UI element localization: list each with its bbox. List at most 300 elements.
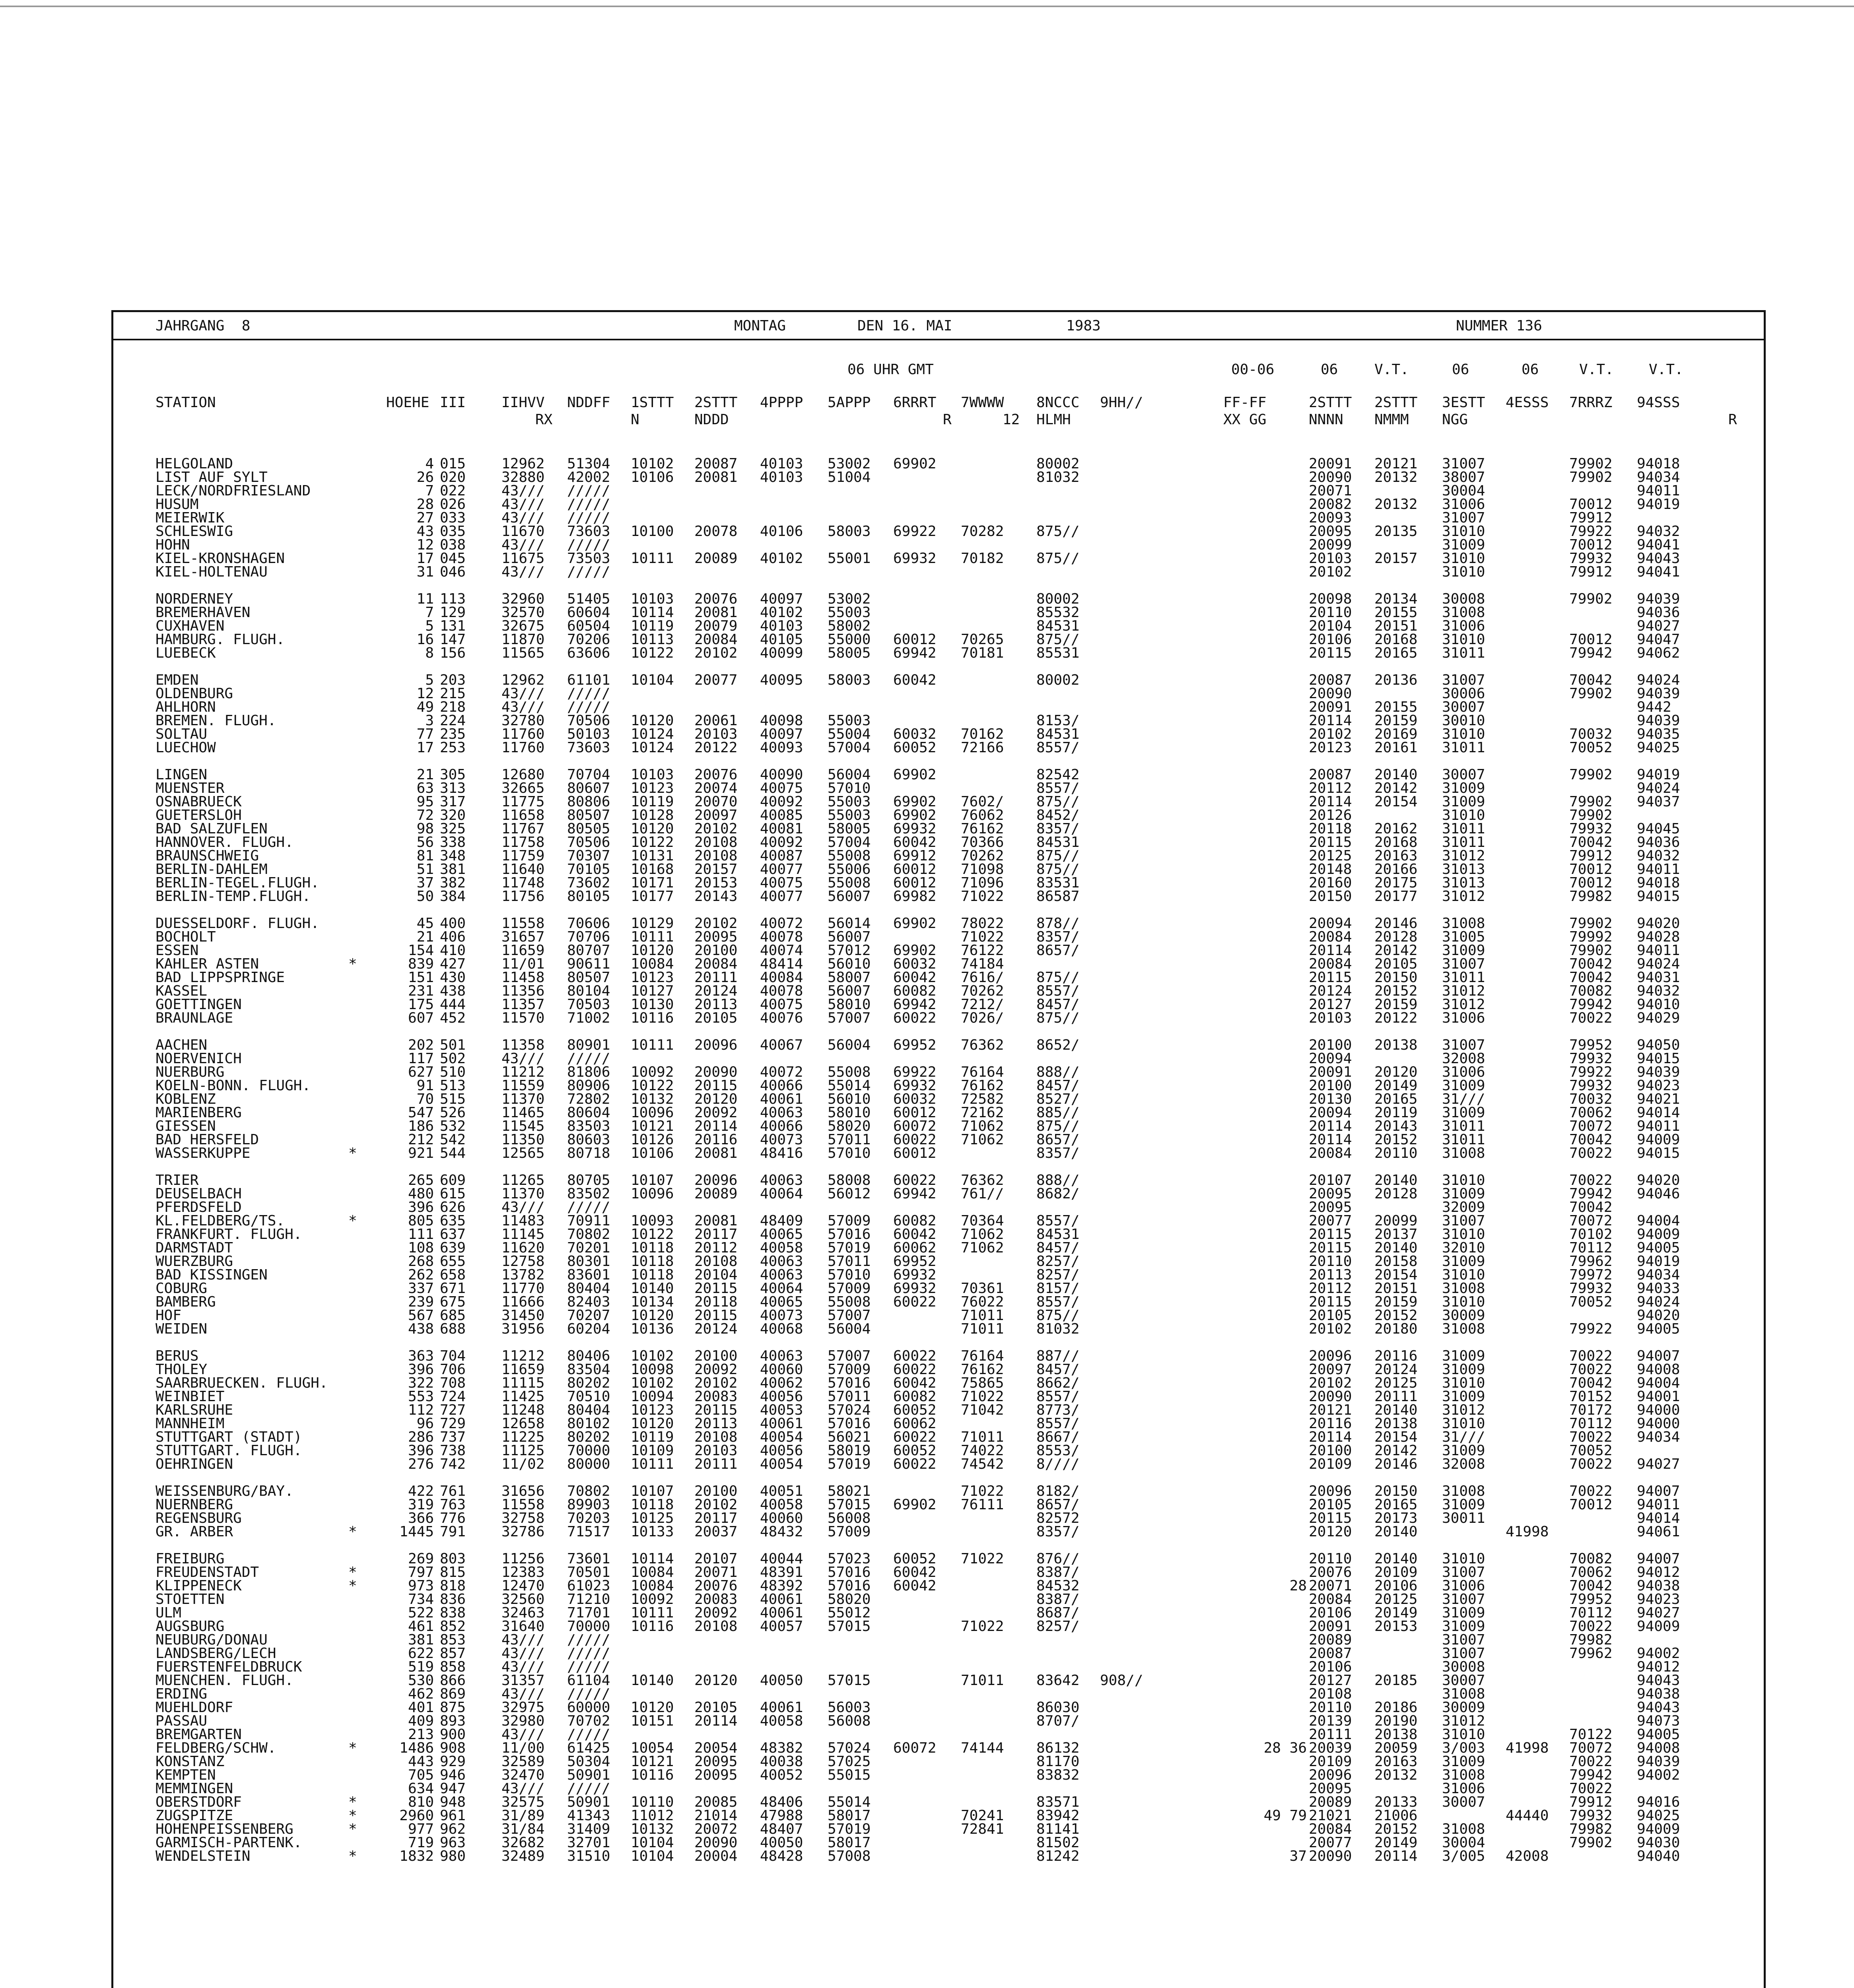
94sss-value: 94024 (1637, 672, 1680, 688)
7rrrz-value: 79932 (1569, 1077, 1613, 1094)
2sttt-value: 20054 (694, 1740, 738, 1756)
iihvv-value: 11767 (501, 821, 545, 837)
hoehe-value: 921 (408, 1145, 434, 1161)
3estt-value: 31006 (1442, 618, 1485, 634)
4pppp-value: 40063 (760, 1172, 803, 1188)
94sss-value: 94007 (1637, 1483, 1680, 1499)
2sttt-06-value: 20095 (1309, 1780, 1352, 1797)
nddff-value: 73603 (567, 523, 610, 540)
5appp-value: 57015 (828, 1497, 871, 1513)
station-name: OBERSTDORF (155, 1794, 242, 1810)
8nccc-value: 8557/ (1036, 780, 1080, 796)
7wwww-value: 76164 (961, 1064, 1004, 1080)
iihvv-value: 11248 (501, 1402, 545, 1418)
table-row (122, 1295, 1752, 1309)
5appp-value: 56004 (828, 767, 871, 783)
8nccc-value: 875// (1036, 550, 1080, 567)
table-row (122, 1741, 1752, 1755)
col-ff-ff: FF-FF (1223, 394, 1267, 411)
col-7rrrz: 7RRRZ (1569, 394, 1613, 411)
nddff-value: 70704 (567, 767, 610, 783)
2sttt-06-value: 20127 (1309, 996, 1352, 1013)
hoehe-value: 530 (408, 1672, 434, 1689)
4pppp-value: 48382 (760, 1740, 803, 1756)
8nccc-value: 875// (1036, 969, 1080, 986)
3estt-value: 31013 (1442, 861, 1485, 878)
station-name: KONSTANZ (155, 1753, 225, 1770)
4pppp-value: 40063 (760, 1348, 803, 1364)
hoehe-value: 7 (425, 483, 434, 499)
7wwww-value: 71098 (961, 861, 1004, 878)
table-row (122, 1120, 1752, 1133)
iihvv-value: 43/// (501, 537, 545, 553)
nddff-value: ///// (567, 1645, 610, 1662)
4pppp-value: 40058 (760, 1713, 803, 1729)
iihvv-value: 32665 (501, 780, 545, 796)
hoehe-value: 268 (408, 1253, 434, 1270)
94sss-value: 94033 (1637, 1280, 1680, 1297)
94sss-value: 94023 (1637, 1591, 1680, 1607)
station-number: 742 (440, 1456, 466, 1472)
1sttt-value: 10122 (631, 1077, 674, 1094)
station-number: 791 (440, 1524, 466, 1540)
5appp-value: 56007 (828, 888, 871, 905)
5appp-value: 57011 (828, 1388, 871, 1405)
2sttt-06-value: 20115 (1309, 969, 1352, 986)
group-header-uhr: 06 UHR GMT (847, 361, 934, 378)
iihvv-value: 11357 (501, 996, 545, 1013)
sub-rx: RX (535, 412, 553, 428)
6rrrt-value: 60032 (893, 726, 937, 742)
94sss-value: 94046 (1637, 1186, 1680, 1202)
iihvv-value: 32880 (501, 469, 545, 485)
station-number: 502 (440, 1050, 466, 1067)
2sttt-vt-value: 20120 (1374, 1064, 1418, 1080)
6rrrt-value: 60052 (893, 740, 937, 756)
nddff-value: 80404 (567, 1280, 610, 1297)
nddff-value: 80301 (567, 1253, 610, 1270)
3estt-value: 31009 (1442, 1253, 1485, 1270)
2sttt-06-value: 20100 (1309, 1442, 1352, 1459)
iihvv-value: 11758 (501, 834, 545, 850)
7wwww-value: 70262 (961, 848, 1004, 864)
3estt-value: 31012 (1442, 848, 1485, 864)
iihvv-value: 31956 (501, 1321, 545, 1337)
station-number: 708 (440, 1375, 466, 1391)
2sttt-06-value: 20150 (1309, 888, 1352, 905)
station-number: 035 (440, 523, 466, 540)
2sttt-06-value: 20130 (1309, 1091, 1352, 1107)
nddff-value: 31510 (567, 1848, 610, 1864)
2sttt-06-value: 20108 (1309, 1686, 1352, 1702)
1sttt-value: 10119 (631, 794, 674, 810)
2sttt-vt-value: 20154 (1374, 794, 1418, 810)
7rrrz-value: 79932 (1569, 1280, 1613, 1297)
2sttt-06-value: 20084 (1309, 1821, 1352, 1837)
station-number: 838 (440, 1605, 466, 1621)
94sss-value: 94002 (1637, 1767, 1680, 1783)
7rrrz-value: 70052 (1569, 740, 1613, 756)
nddff-value: 70203 (567, 1510, 610, 1526)
94sss-value: 94000 (1637, 1402, 1680, 1418)
1sttt-value: 10092 (631, 1591, 674, 1607)
5appp-value: 55006 (828, 861, 871, 878)
7rrrz-value: 70042 (1569, 1132, 1613, 1148)
ff-ff-value: 49 79 (1263, 1807, 1307, 1824)
6rrrt-value: 60032 (893, 956, 937, 972)
2sttt-06-value: 20071 (1309, 483, 1352, 499)
94sss-value: 94009 (1637, 1132, 1680, 1148)
nddff-value: 80105 (567, 888, 610, 905)
6rrrt-value: 69942 (893, 1186, 937, 1202)
2sttt-value: 20095 (694, 929, 738, 945)
iihvv-value: 32758 (501, 1510, 545, 1526)
hoehe-value: 213 (408, 1726, 434, 1743)
5appp-value: 55001 (828, 550, 871, 567)
hoehe-value: 522 (408, 1605, 434, 1621)
station-number: 410 (440, 942, 466, 959)
8nccc-value: 80002 (1036, 591, 1080, 607)
5appp-value: 57025 (828, 1753, 871, 1770)
7wwww-value: 71062 (961, 1226, 1004, 1242)
hoehe-value: 438 (408, 1321, 434, 1337)
col-9hh: 9HH// (1100, 394, 1143, 411)
7wwww-value: 71022 (961, 1618, 1004, 1635)
8nccc-value: 875// (1036, 631, 1080, 648)
col-2sttt-06: 2STTT (1309, 394, 1352, 411)
nddff-value: 80607 (567, 780, 610, 796)
3estt-value: 31010 (1442, 631, 1485, 648)
table-row (122, 1309, 1752, 1322)
station-number: 384 (440, 888, 466, 905)
hoehe-value: 70 (416, 1091, 434, 1107)
8nccc-value: 887// (1036, 1348, 1080, 1364)
6rrrt-value: 69932 (893, 821, 937, 837)
nddff-value: ///// (567, 510, 610, 526)
2sttt-06-value: 20084 (1309, 929, 1352, 945)
5appp-value: 57019 (828, 1240, 871, 1256)
station-name: HOF (155, 1307, 182, 1324)
3estt-value: 31008 (1442, 1321, 1485, 1337)
5appp-value: 57023 (828, 1551, 871, 1567)
nddff-value: 80718 (567, 1145, 610, 1161)
station-name: STUTTGART. FLUGH. (155, 1442, 302, 1459)
3estt-value: 31012 (1442, 1713, 1485, 1729)
year-label: 1983 (1066, 318, 1101, 334)
iihvv-value: 31/89 (501, 1807, 545, 1824)
table-row (122, 1079, 1752, 1093)
1sttt-value: 10131 (631, 848, 674, 864)
nddff-value: 70207 (567, 1307, 610, 1324)
4pppp-value: 40087 (760, 848, 803, 864)
3estt-value: 31010 (1442, 807, 1485, 823)
6rrrt-value: 69942 (893, 645, 937, 661)
4pppp-value: 40061 (760, 1091, 803, 1107)
5appp-value: 57010 (828, 780, 871, 796)
2sttt-vt-value: 20111 (1374, 1388, 1418, 1405)
4pppp-value: 40099 (760, 645, 803, 661)
94sss-value: 94036 (1637, 604, 1680, 621)
station-number: 685 (440, 1307, 466, 1324)
7rrrz-value: 70022 (1569, 1456, 1613, 1472)
5appp-value: 57010 (828, 1145, 871, 1161)
station-number: 908 (440, 1740, 466, 1756)
station-number: 963 (440, 1835, 466, 1851)
2sttt-06-value: 20103 (1309, 550, 1352, 567)
3estt-value: 31008 (1442, 1145, 1485, 1161)
8nccc-value: 85531 (1036, 645, 1080, 661)
station-name: GARMISCH-PARTENK. (155, 1835, 302, 1851)
station-name: KARLSRUHE (155, 1402, 233, 1418)
2sttt-value: 20102 (694, 915, 738, 932)
3estt-value: 31008 (1442, 1483, 1485, 1499)
2sttt-06-value: 20139 (1309, 1713, 1352, 1729)
7rrrz-value: 79902 (1569, 1835, 1613, 1851)
2sttt-value: 20004 (694, 1848, 738, 1864)
station-name: GR. ARBER (155, 1524, 233, 1540)
3estt-value: 30006 (1442, 685, 1485, 702)
2sttt-06-value: 20100 (1309, 1077, 1352, 1094)
nddff-value: ///// (567, 1632, 610, 1648)
station-name: HANNOVER. FLUGH. (155, 834, 293, 850)
iihvv-value: 11659 (501, 942, 545, 959)
2sttt-vt-value: 20152 (1374, 983, 1418, 999)
7rrrz-value: 70042 (1569, 969, 1613, 986)
8nccc-value: 84531 (1036, 834, 1080, 850)
station-name: OSNABRUECK (155, 794, 242, 810)
94sss-value: 94014 (1637, 1105, 1680, 1121)
hoehe-value: 396 (408, 1442, 434, 1459)
iihvv-value: 11465 (501, 1105, 545, 1121)
7rrrz-value: 79902 (1569, 456, 1613, 472)
nddff-value: ///// (567, 1050, 610, 1067)
sub-n: N (631, 412, 639, 428)
table-row (122, 1633, 1752, 1647)
2sttt-06-value: 20090 (1309, 1388, 1352, 1405)
94sss-value: 94047 (1637, 631, 1680, 648)
7wwww-value: 71062 (961, 1240, 1004, 1256)
station-number: 113 (440, 591, 466, 607)
7rrrz-value: 79932 (1569, 550, 1613, 567)
2sttt-value: 20117 (694, 1510, 738, 1526)
5appp-value: 57016 (828, 1375, 871, 1391)
3estt-value: 3/003 (1442, 1740, 1485, 1756)
2sttt-06-value: 20095 (1309, 523, 1352, 540)
hoehe-value: 734 (408, 1591, 434, 1607)
4pppp-value: 40072 (760, 1064, 803, 1080)
nddff-value: 50304 (567, 1753, 610, 1770)
6rrrt-value: 60082 (893, 1388, 937, 1405)
1sttt-value: 10121 (631, 1753, 674, 1770)
5appp-value: 57015 (828, 1618, 871, 1635)
nddff-value: 80806 (567, 794, 610, 810)
94sss-value: 94061 (1637, 1524, 1680, 1540)
94sss-value: 94039 (1637, 712, 1680, 729)
nddff-value: 70702 (567, 1713, 610, 1729)
station-name: FELDBERG/SCHW. (155, 1740, 276, 1756)
station-number: 129 (440, 604, 466, 621)
2sttt-06-value: 20090 (1309, 1848, 1352, 1864)
3estt-value: 31011 (1442, 1132, 1485, 1148)
5appp-value: 57011 (828, 1132, 871, 1148)
3estt-value: 31007 (1442, 1213, 1485, 1229)
2sttt-06-value: 20106 (1309, 1605, 1352, 1621)
nddff-value: 83504 (567, 1361, 610, 1378)
3estt-value: 31008 (1442, 1686, 1485, 1702)
nddff-value: 83601 (567, 1267, 610, 1283)
4pppp-value: 40052 (760, 1767, 803, 1783)
2sttt-vt-value: 20155 (1374, 604, 1418, 621)
3estt-value: 31009 (1442, 1442, 1485, 1459)
iihvv-value: 31/84 (501, 1821, 545, 1837)
nddff-value: 70506 (567, 712, 610, 729)
3estt-value: 31012 (1442, 888, 1485, 905)
1sttt-value: 10111 (631, 550, 674, 567)
6rrrt-value: 69912 (893, 848, 937, 864)
table-row (122, 606, 1752, 619)
table-row (122, 1850, 1752, 1863)
iihvv-value: 11670 (501, 523, 545, 540)
2sttt-value: 20102 (694, 1497, 738, 1513)
8nccc-value: 86587 (1036, 888, 1080, 905)
iihvv-value: 43/// (501, 1686, 545, 1702)
station-number: 948 (440, 1794, 466, 1810)
94sss-value: 94004 (1637, 1213, 1680, 1229)
station-name: KOBLENZ (155, 1091, 216, 1107)
2sttt-06-value: 20112 (1309, 1280, 1352, 1297)
station-name: MEMMINGEN (155, 1780, 233, 1797)
nddff-value: 71701 (567, 1605, 610, 1621)
iihvv-value: 32575 (501, 1794, 545, 1810)
1sttt-value: 10106 (631, 1145, 674, 1161)
hoehe-value: 202 (408, 1037, 434, 1053)
7rrrz-value: 79932 (1569, 821, 1613, 837)
7rrrz-value: 79942 (1569, 1186, 1613, 1202)
iihvv-value: 11356 (501, 983, 545, 999)
2sttt-value: 20111 (694, 1456, 738, 1472)
7rrrz-value: 70012 (1569, 496, 1613, 513)
3estt-value: 30008 (1442, 591, 1485, 607)
station-number: 875 (440, 1699, 466, 1716)
2sttt-vt-value: 20190 (1374, 1713, 1418, 1729)
7rrrz-value: 79982 (1569, 1632, 1613, 1648)
nddff-value: 80901 (567, 1037, 610, 1053)
iihvv-value: 43/// (501, 1659, 545, 1675)
3estt-value: 30004 (1442, 483, 1485, 499)
2sttt-vt-value: 20142 (1374, 780, 1418, 796)
station-number: 045 (440, 550, 466, 567)
8nccc-value: 8557/ (1036, 1415, 1080, 1432)
2sttt-06-value: 20105 (1309, 1497, 1352, 1513)
2sttt-vt-value: 21006 (1374, 1807, 1418, 1824)
table-row (122, 1579, 1752, 1593)
8nccc-value: 8657/ (1036, 1497, 1080, 1513)
1sttt-value: 10084 (631, 1564, 674, 1580)
8nccc-value: 8//// (1036, 1456, 1080, 1472)
station-number: 532 (440, 1118, 466, 1134)
station-number: 962 (440, 1821, 466, 1837)
table-row (122, 1552, 1752, 1566)
nddff-value: 70105 (567, 861, 610, 878)
col-iii: III (440, 394, 466, 411)
94sss-value: 94010 (1637, 996, 1680, 1013)
7rrrz-value: 70012 (1569, 875, 1613, 891)
5appp-value: 55014 (828, 1077, 871, 1094)
mountain-station-mark: * (348, 1807, 357, 1824)
sub-hlmh: HLMH (1036, 412, 1071, 428)
8nccc-value: 8357/ (1036, 1524, 1080, 1540)
nddff-value: 70000 (567, 1618, 610, 1635)
iihvv-value: 11640 (501, 861, 545, 878)
5appp-value: 57016 (828, 1578, 871, 1594)
hoehe-value: 96 (416, 1415, 434, 1432)
6rrrt-value: 69902 (893, 807, 937, 823)
mountain-station-mark: * (348, 1524, 357, 1540)
nddff-value: 50901 (567, 1794, 610, 1810)
6rrrt-value: 60072 (893, 1118, 937, 1134)
group-header-vtc: V.T. (1649, 361, 1683, 378)
station-name: FREUDENSTADT (155, 1564, 259, 1580)
2sttt-06-value: 20096 (1309, 1348, 1352, 1364)
6rrrt-value: 60012 (893, 1105, 937, 1121)
station-number: 688 (440, 1321, 466, 1337)
1sttt-value: 10119 (631, 618, 674, 634)
7rrrz-value: 70172 (1569, 1402, 1613, 1418)
8nccc-value: 8457/ (1036, 1077, 1080, 1094)
4pppp-value: 40063 (760, 1253, 803, 1270)
nddff-value: ///// (567, 699, 610, 715)
nddff-value: 70911 (567, 1213, 610, 1229)
94sss-value: 94034 (1637, 469, 1680, 485)
6rrrt-value: 60022 (893, 1172, 937, 1188)
2sttt-value: 20115 (694, 1280, 738, 1297)
2sttt-06-value: 20094 (1309, 1105, 1352, 1121)
5appp-value: 56010 (828, 956, 871, 972)
nddff-value: ///// (567, 1659, 610, 1675)
1sttt-value: 10120 (631, 712, 674, 729)
ff-ff-value: 37 (1289, 1848, 1307, 1864)
col-nddff: NDDFF (567, 394, 610, 411)
7wwww-value: 71022 (961, 1551, 1004, 1567)
sub-r2: R (1728, 412, 1737, 428)
iihvv-value: 11145 (501, 1226, 545, 1242)
1sttt-value: 10123 (631, 780, 674, 796)
3estt-value: 31007 (1442, 456, 1485, 472)
2sttt-vt-value: 20099 (1374, 1213, 1418, 1229)
1sttt-value: 10093 (631, 1213, 674, 1229)
7rrrz-value: 79982 (1569, 1821, 1613, 1837)
3estt-value: 31007 (1442, 1645, 1485, 1662)
6rrrt-value: 69982 (893, 888, 937, 905)
5appp-value: 58008 (828, 1172, 871, 1188)
3estt-value: 31011 (1442, 969, 1485, 986)
volume-label: JAHRGANG 8 (155, 318, 251, 334)
7rrrz-value: 79922 (1569, 1321, 1613, 1337)
2sttt-06-value: 20077 (1309, 1835, 1352, 1851)
3estt-value: 31012 (1442, 996, 1485, 1013)
7wwww-value: 70282 (961, 523, 1004, 540)
7rrrz-value: 70072 (1569, 1118, 1613, 1134)
table-row (122, 1701, 1752, 1714)
hoehe-value: 567 (408, 1307, 434, 1324)
2sttt-vt-value: 20142 (1374, 942, 1418, 959)
6rrrt-value: 60012 (893, 861, 937, 878)
2sttt-vt-value: 20165 (1374, 645, 1418, 661)
8nccc-value: 8667/ (1036, 1429, 1080, 1445)
94sss-value: 94043 (1637, 550, 1680, 567)
iihvv-value: 11115 (501, 1375, 545, 1391)
table-row (122, 1485, 1752, 1498)
